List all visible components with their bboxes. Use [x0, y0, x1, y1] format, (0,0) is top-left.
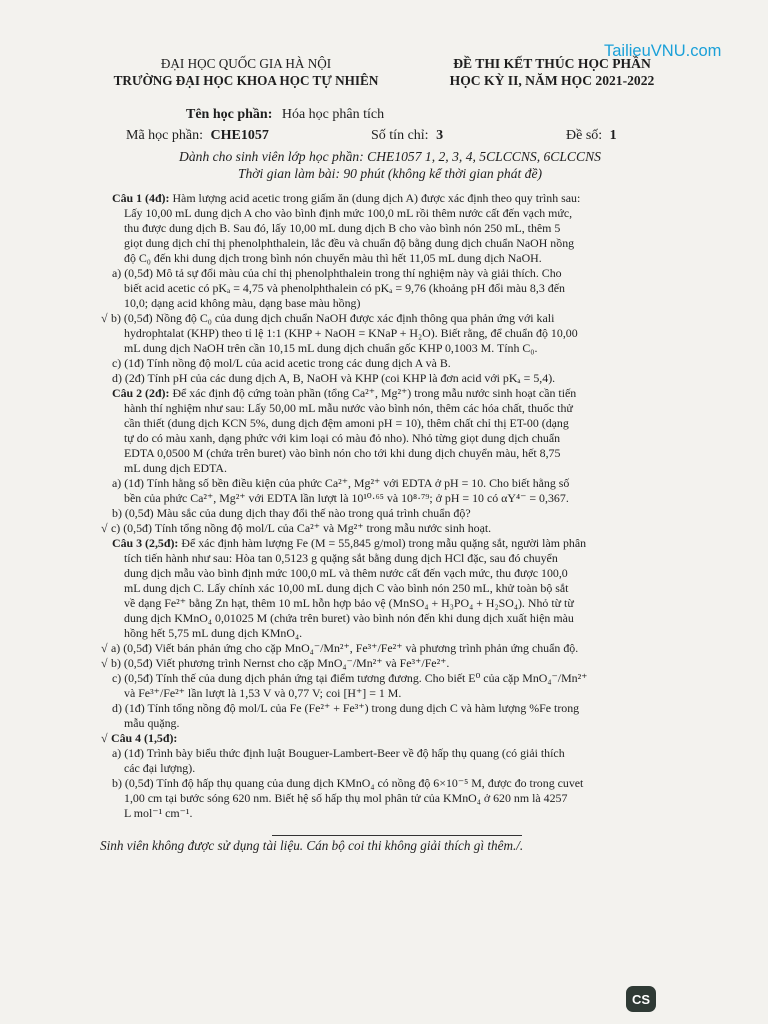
question-3-title: Câu 3 (2,5đ):	[112, 536, 179, 550]
credits-label: Số tín chỉ:	[371, 128, 429, 143]
question-3-text: về dạng Fe²⁺ bằng Zn hạt, thêm 10 mL hỗn hợp bảo vệ (MnSO₄ + H₃PO₄ + H₂SO₄). Nhỏ từ từ	[124, 596, 574, 610]
course-code-row	[126, 128, 269, 144]
question-3-text: mL dung dịch C. Lấy chính xác 10,00 mL dung dịch C vào bình nón 250 mL, khử toàn bộ sắt	[124, 581, 569, 595]
question-1a-text: 10,0; dạng acid không màu, dạng base màu hồng)	[124, 296, 361, 310]
time-limit-line: Thời gian làm bài: 90 phút (không kể thời gian phát đề)	[237, 166, 543, 181]
question-4b-text: L mol⁻¹ cm⁻¹.	[124, 806, 193, 820]
question-1-text: giọt dung dịch chỉ thị phenolphthalein, lắc đều và chuẩn độ bằng dung dịch chuẩn NaOH nồng	[124, 236, 575, 250]
check-mark-icon: √	[101, 641, 108, 655]
question-3-text: tích tiến hành như sau: Hòa tan 0,5123 g quặng sắt bằng dung dịch HCl đặc, sau đó chuyển	[124, 551, 558, 565]
question-2	[98, 386, 674, 536]
university-header	[96, 55, 396, 89]
question-4b: b) (0,5đ) Tính độ hấp thụ quang của dung dịch KMnO₄ có nồng độ 6×10⁻⁵ M, được đo trong cuvet	[112, 776, 584, 790]
question-1c: c) (1đ) Tính nồng độ mol/L của acid acetic trong các dung dịch A và B.	[112, 356, 451, 370]
question-4	[98, 731, 674, 821]
question-1b-text: mL dung dịch NaOH trên cần 10,15 mL dung dịch chuẩn gốc KHP 0,1003 M. Tính C₀.	[124, 341, 538, 355]
question-3d: d) (1đ) Tính tổng nồng độ mol/L của Fe (Fe²⁺ + Fe³⁺) trong dung dịch C và hàm lượng %Fe trong	[112, 701, 580, 715]
exam-number-value: 1	[609, 128, 617, 143]
question-2-text: tự do có màu xanh, dạng phức với kim loại có màu đỏ nho). Nhỏ từng giọt dung dịch chuẩn	[124, 431, 561, 445]
question-1a: a) (0,5đ) Mô tả sự đổi màu của chỉ thị phenolphthalein trong thí nghiệm này và giải thích. Cho	[112, 266, 562, 280]
question-3c: c) (0,5đ) Tính thế của dung dịch phản ứng tại điểm tương đương. Cho biết E⁰ của cặp MnO₄⁻/Mn²⁺	[112, 671, 588, 685]
question-1-first-line: Câu 1 (4đ): Hàm lượng acid acetic trong giấm ăn (dung dịch A) được xác định theo quy trình sau:	[112, 191, 581, 205]
camscanner-badge-icon: CS	[626, 986, 656, 1012]
check-mark-icon: √	[101, 656, 108, 670]
exam-body	[98, 191, 674, 821]
question-1b-text: hydrophtalat (KHP) theo tỉ lệ 1:1 (KHP + NaOH = KNaP + H₂O). Biết rằng, để chuẩn độ 10,00	[124, 326, 578, 340]
exam-term: HỌC KỲ II, NĂM HỌC 2021-2022	[449, 73, 655, 88]
question-4a-text: các đại lượng).	[124, 761, 196, 775]
question-3	[98, 536, 674, 731]
question-2-text: hành thí nghiệm như sau: Lấy 50,00 mL mẫu nước vào bình nón, thêm các hóa chất, thuốc thử	[124, 401, 573, 415]
question-3d-text: mẫu quặng.	[124, 716, 180, 730]
question-4-first-line	[98, 731, 674, 746]
exam-number-label: Đề số:	[566, 128, 603, 143]
question-3-text: dung dịch mẫu vào bình định mức 100,0 mL và thêm nước cất đến vạch mức, thu được 100,0	[124, 566, 568, 580]
question-1-title: Câu 1 (4đ):	[112, 191, 170, 205]
question-3a: √ a) (0,5đ) Viết bán phản ứng cho cặp MnO₄⁻/Mn²⁺, Fe³⁺/Fe²⁺ và phương trình phản ứng chuẩn độ.	[101, 641, 579, 655]
credits-row	[371, 128, 443, 144]
exam-number-row	[566, 128, 617, 144]
question-4b-text: 1,00 cm tại bước sóng 620 nm. Biết hệ số hấp thụ mol phân tử của KMnO₄ ở 620 nm là 4257	[124, 791, 568, 805]
question-2b: b) (0,5đ) Màu sắc của dung dịch thay đổi thế nào trong quá trình chuẩn độ?	[112, 506, 471, 520]
question-2a: a) (1đ) Tính hằng số bền điều kiện của phức Ca²⁺, Mg²⁺ với EDTA ở pH = 10. Cho biết hằng số	[112, 476, 570, 490]
footer-note: Sinh viên không được sử dụng tài liệu. Cán bộ coi thi không giải thích gì thêm./.	[100, 838, 524, 853]
question-4a: a) (1đ) Trình bày biểu thức định luật Bouguer-Lambert-Beer về độ hấp thụ quang (có giải thích	[112, 746, 565, 760]
question-1b: √ b) (0,5đ) Nồng độ C₀ của dung dịch chuẩn NaOH được xác định thông qua phản ứng với kali	[101, 311, 555, 325]
credits-value: 3	[436, 128, 444, 143]
question-2-title: Câu 2 (2đ):	[112, 386, 170, 400]
question-1d: d) (2đ) Tính pH của các dung dịch A, B, NaOH và KHP (coi KHP là đơn acid với pKₐ = 5,4).	[112, 371, 556, 385]
question-1-text: Lấy 10,00 mL dung dịch A cho vào bình định mức 100,0 mL rồi thêm nước cất đến vạch mức,	[124, 206, 573, 220]
question-3b: √ b) (0,5đ) Viết phương trình Nernst cho cặp MnO₄⁻/Mn²⁺ và Fe³⁺/Fe²⁺.	[101, 656, 450, 670]
question-1	[98, 191, 674, 386]
question-2c: √ c) (0,5đ) Tính tổng nồng độ mol/L của Ca²⁺ và Mg²⁺ trong mẫu nước sinh hoạt.	[101, 521, 492, 535]
course-code-value: CHE1057	[210, 128, 269, 143]
faculty-name: TRƯỜNG ĐẠI HỌC KHOA HỌC TỰ NHIÊN	[113, 73, 379, 88]
question-1-text: thu được dung dịch B. Sau đó, lấy 10,00 mL dung dịch B cho vào bình nón 250 mL, thêm 5	[124, 221, 561, 235]
check-mark-icon: √	[101, 311, 108, 325]
watermark-link[interactable]: TailieuVNU.com	[604, 42, 722, 60]
student-group-line: Dành cho sinh viên lớp học phần: CHE1057 1, 2, 3, 4, 5CLCCNS, 6CLCCNS	[179, 149, 601, 164]
course-name-row	[186, 107, 384, 123]
exam-header	[412, 55, 692, 89]
question-1-text: độ C₀ đến khi dung dịch trong bình nón chuyển màu thì hết 11,05 mL dung dịch NaOH.	[124, 251, 542, 265]
question-4-title: Câu 4 (1,5đ):	[111, 731, 178, 745]
divider-line	[272, 835, 522, 836]
question-2-text: mL dung dịch EDTA.	[124, 461, 227, 475]
question-1a-text: biết acid acetic có pKₐ = 4,75 và phenolphthalein có pKₐ = 9,76 (khoảng pH đổi màu 8,3 đến	[124, 281, 565, 295]
check-mark-icon: √	[101, 521, 108, 535]
question-3-text: hồng hết 5,75 mL dung dịch KMnO₄.	[124, 626, 303, 640]
question-2a-text: bền của phức Ca²⁺, Mg²⁺ với EDTA lần lượt là 10¹⁰·⁶⁵ và 10⁸·⁷⁹; ở pH = 10 có αY⁴⁻ = 0,367.	[124, 491, 569, 505]
question-3-first-line: Câu 3 (2,5đ): Để xác định hàm lượng Fe (M = 55,845 g/mol) trong mẫu quặng sắt, người làm phân	[112, 536, 587, 550]
course-name-value: Hóa học phân tích	[281, 107, 385, 122]
check-mark-icon: √	[101, 731, 108, 745]
exam-title: ĐỀ THI KẾT THÚC HỌC PHẦN	[453, 56, 651, 71]
question-2-text: EDTA 0,0500 M (chứa trên buret) vào bình nón cho tới khi dung dịch chuyển màu, hết 8,75	[124, 446, 561, 460]
university-name: ĐẠI HỌC QUỐC GIA HÀ NỘI	[160, 56, 332, 71]
course-code-label: Mã học phần:	[126, 128, 203, 143]
course-name-label: Tên học phần:	[186, 107, 273, 122]
question-3-text: dung dịch KMnO₄ 0,01025 M (chứa trên buret) vào bình nón đến khi dung dịch xuất hiện màu	[124, 611, 574, 625]
question-2-text: cần thiết (dung dịch KCN 5%, dung dịch đệm amoni pH = 10), thêm chất chỉ thị ET-00 (dạng	[124, 416, 569, 430]
question-3c-text: và Fe³⁺/Fe²⁺ lần lượt là 1,53 V và 0,77 V; coi [H⁺] = 1 M.	[124, 686, 402, 700]
question-2-first-line: Câu 2 (2đ): Để xác định độ cứng toàn phần (tổng Ca²⁺, Mg²⁺) trong mẫu nước sinh hoạt cần tiến	[112, 386, 577, 400]
